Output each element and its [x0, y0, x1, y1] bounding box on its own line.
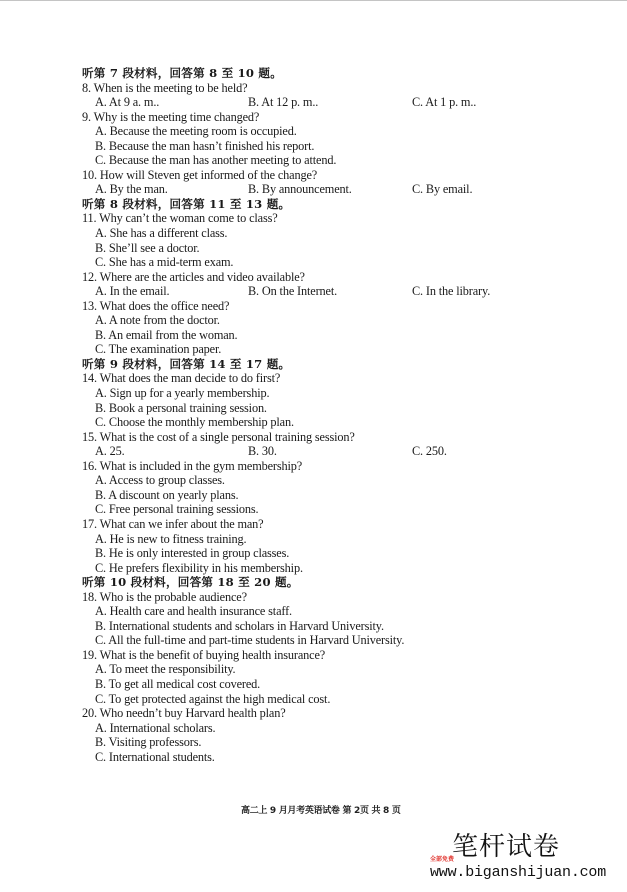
- option-b: B. Because the man hasn’t finished his report.: [95, 138, 315, 153]
- options-row: [82, 95, 602, 110]
- option-b: B. 30.: [248, 444, 277, 459]
- option-a: A. She has a different class.: [95, 226, 228, 241]
- option-b: B. At 12 p. m..: [248, 95, 319, 110]
- option-a: A. To meet the responsibility.: [95, 662, 236, 677]
- option-a: A. Access to group classes.: [95, 473, 225, 488]
- question-text: 10. How will Steven get informed of the change?: [82, 167, 318, 182]
- question-text: 9. Why is the meeting time changed?: [82, 109, 260, 124]
- option-a: A. Sign up for a yearly membership.: [95, 386, 270, 401]
- option-b: B. An email from the woman.: [95, 327, 238, 342]
- watermark-title: 笔杆试卷: [452, 832, 561, 862]
- option-b: B. By announcement.: [248, 182, 352, 197]
- option-c: C. Because the man has another meeting to attend.: [95, 153, 337, 168]
- question-text: 16. What is included in the gym membership?: [82, 458, 303, 473]
- option-a: A. 25.: [95, 444, 125, 459]
- page-top-edge: [0, 0, 627, 1]
- question-text: 15. What is the cost of a single personal training session?: [82, 429, 355, 444]
- option-a: A. By the man.: [95, 182, 168, 197]
- option-a: A. Because the meeting room is occupied.: [95, 124, 297, 139]
- question-text: 19. What is the benefit of buying health insurance?: [82, 647, 326, 662]
- option-b: B. He is only interested in group classes.: [95, 546, 290, 561]
- option-c: C. The examination paper.: [95, 342, 222, 357]
- question-text: 8. When is the meeting to be held?: [82, 80, 248, 95]
- option-a: A. Health care and health insurance staff.: [95, 604, 292, 619]
- option-b: B. International students and scholars in Harvard University.: [95, 618, 384, 633]
- option-b: B. To get all medical cost covered.: [95, 676, 261, 691]
- options-row: [82, 444, 602, 459]
- option-c: C. He prefers flexibility in his membership.: [95, 560, 303, 575]
- option-c: C. 250.: [412, 444, 447, 459]
- option-a: A. In the email.: [95, 284, 170, 299]
- page-footer: 高二上 9 月月考英语试卷 第 2页 共 8 页: [241, 806, 401, 816]
- option-a: A. He is new to fitness training.: [95, 531, 247, 546]
- watermark-free-badge: 全部免费: [430, 856, 455, 863]
- section-instruction: 听第 9 段材料，回答第 14 至 17 题。: [82, 356, 291, 371]
- watermark: [430, 832, 620, 890]
- option-c: C. Free personal training sessions.: [95, 502, 259, 517]
- options-row: [82, 182, 602, 197]
- question-text: 20. Who needn’t buy Harvard health plan?: [82, 706, 286, 721]
- section-instruction: 听第 7 段材料，回答第 8 至 10 题。: [82, 66, 283, 80]
- options-row: [82, 284, 602, 299]
- section-instruction: 听第 8 段材料，回答第 11 至 13 题。: [82, 196, 291, 211]
- option-b: B. On the Internet.: [248, 284, 338, 299]
- option-c: C. To get protected against the high medical cost.: [95, 691, 331, 706]
- option-b: B. Book a personal training session.: [95, 400, 267, 415]
- option-c: C. She has a mid-term exam.: [95, 255, 234, 270]
- option-a: A. At 9 a. m..: [95, 95, 160, 110]
- option-b: B. She’ll see a doctor.: [95, 240, 200, 255]
- question-text: 14. What does the man decide to do first?: [82, 371, 281, 386]
- exam-content: [82, 66, 602, 764]
- option-c: C. By email.: [412, 182, 473, 197]
- option-a: A. A note from the doctor.: [95, 313, 220, 328]
- option-b: B. Visiting professors.: [95, 735, 202, 750]
- question-text: 11. Why can’t the woman come to class?: [82, 211, 278, 226]
- option-c: C. In the library.: [412, 284, 491, 299]
- section-instruction: 听第 10 段材料，回答第 18 至 20 题。: [82, 575, 299, 590]
- option-a: A. International scholars.: [95, 720, 216, 735]
- question-text: 17. What can we infer about the man?: [82, 516, 264, 531]
- question-text: 18. Who is the probable audience?: [82, 589, 247, 604]
- option-c: C. All the full-time and part-time students in Harvard University.: [95, 633, 405, 648]
- option-c: C. At 1 p. m..: [412, 95, 477, 110]
- question-text: 13. What does the office need?: [82, 298, 230, 313]
- question-text: 12. Where are the articles and video available?: [82, 269, 305, 284]
- watermark-url: www.biganshijuan.com: [430, 864, 607, 881]
- option-c: C. Choose the monthly membership plan.: [95, 415, 294, 430]
- option-b: B. A discount on yearly plans.: [95, 487, 239, 502]
- option-c: C. International students.: [95, 749, 215, 764]
